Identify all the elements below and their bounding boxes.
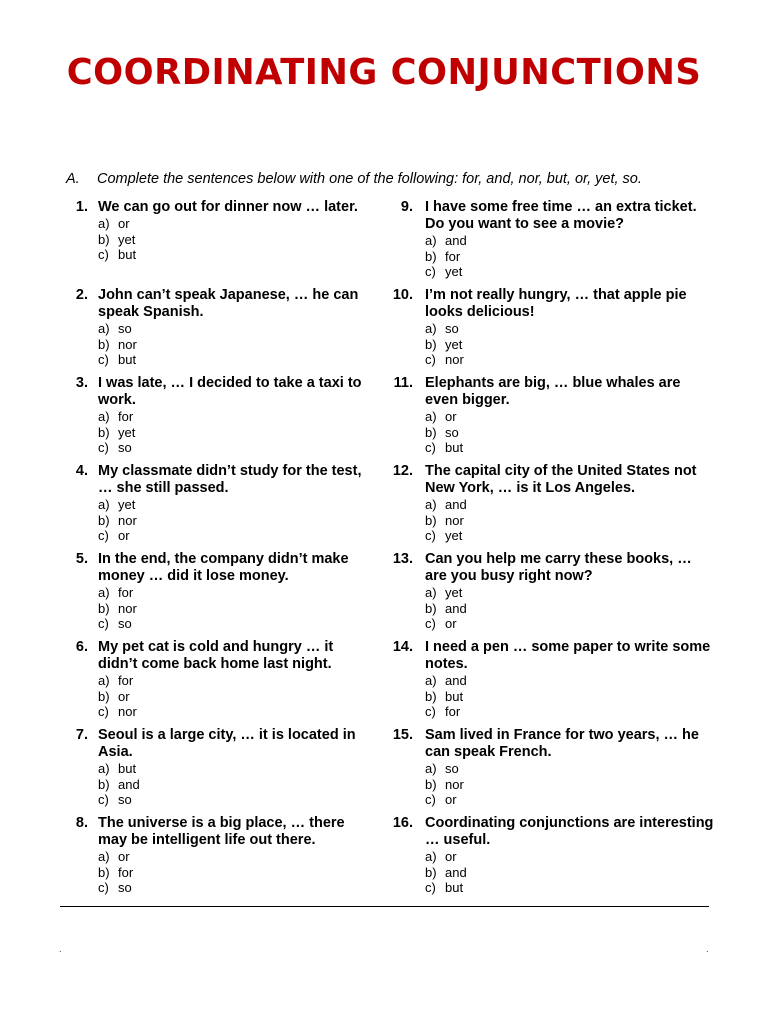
- question-number: 1.: [75, 199, 88, 215]
- option-letter: c): [425, 880, 436, 895]
- answer-option: [425, 585, 715, 601]
- question-number: 16.: [392, 815, 413, 831]
- option-letter: c): [98, 792, 109, 807]
- option-letter: b): [98, 864, 110, 880]
- option-text: so: [445, 761, 459, 776]
- answer-option: [425, 880, 715, 896]
- option-letter: b): [98, 336, 110, 352]
- answer-option: [425, 321, 715, 337]
- question-text: I need a pen … some paper to write some notes.: [425, 639, 711, 672]
- option-text: nor: [118, 704, 137, 719]
- option-letter: a): [425, 321, 437, 336]
- question-item: [385, 551, 715, 639]
- question-body: [425, 551, 715, 632]
- option-letter: a): [425, 409, 437, 424]
- option-letter: c): [425, 264, 436, 279]
- option-text: nor: [118, 336, 137, 352]
- answer-option: [98, 849, 372, 865]
- option-text: so: [118, 880, 132, 895]
- option-letter: a): [425, 585, 437, 600]
- answer-option: [425, 513, 715, 529]
- option-text: or: [445, 792, 457, 807]
- question-body: [98, 551, 372, 632]
- question-body: [425, 727, 715, 808]
- question-body: [425, 287, 715, 368]
- answer-option: [98, 216, 372, 232]
- option-text: so: [445, 321, 459, 336]
- option-letter: b): [425, 336, 437, 352]
- question-item: [385, 815, 715, 903]
- option-letter: a): [98, 585, 110, 600]
- option-letter: a): [98, 216, 110, 231]
- answer-option: [98, 352, 372, 368]
- question-text: I’m not really hungry, … that apple pie looks delicious!: [425, 287, 687, 320]
- option-text: for: [118, 673, 134, 688]
- question-item: [385, 287, 715, 375]
- option-text: yet: [445, 336, 463, 352]
- answer-option: [98, 761, 372, 777]
- option-letter: c): [98, 440, 109, 455]
- question-number: 6.: [75, 639, 88, 655]
- question-text: We can go out for dinner now … later.: [98, 199, 358, 215]
- answer-option: [98, 865, 372, 881]
- option-text: nor: [445, 776, 464, 792]
- answer-option: [98, 616, 372, 632]
- option-letter: c): [98, 616, 109, 631]
- option-letter: b): [98, 776, 110, 792]
- option-letter: c): [98, 880, 109, 895]
- option-text: yet: [118, 231, 136, 247]
- option-text: so: [118, 321, 132, 336]
- option-letter: a): [98, 497, 110, 512]
- question-item: [62, 639, 372, 727]
- footer-mark-left: .: [59, 944, 62, 954]
- answer-option: [98, 232, 372, 248]
- question-number: 15.: [392, 727, 413, 743]
- question-item: [62, 199, 372, 287]
- option-text: for: [445, 248, 461, 264]
- option-text: or: [118, 688, 130, 704]
- option-letter: b): [98, 688, 110, 704]
- question-number: 7.: [75, 727, 88, 743]
- question-body: [425, 639, 715, 720]
- answer-option: [98, 528, 372, 544]
- option-text: and: [118, 776, 140, 792]
- option-letter: b): [425, 424, 437, 440]
- question-item: [62, 815, 372, 903]
- question-text: I have some free time … an extra ticket. Do you want to see a movie?: [425, 199, 697, 232]
- question-text: The universe is a big place, … there may be intelligent life out there.: [98, 815, 345, 848]
- answer-option: [425, 777, 715, 793]
- option-letter: b): [425, 600, 437, 616]
- option-text: and: [445, 233, 467, 248]
- option-letter: c): [425, 528, 436, 543]
- question-number: 9.: [400, 199, 413, 215]
- question-text: Seoul is a large city, … it is located in Asia.: [98, 727, 356, 760]
- question-text: Coordinating conjunctions are interesting … useful.: [425, 815, 714, 848]
- option-letter: b): [425, 776, 437, 792]
- answer-option: [98, 337, 372, 353]
- question-number: 3.: [75, 375, 88, 391]
- answer-option: [98, 425, 372, 441]
- question-number: 5.: [75, 551, 88, 567]
- question-body: [98, 463, 372, 544]
- answer-option: [98, 880, 372, 896]
- answer-option: [425, 440, 715, 456]
- question-column-right: [385, 199, 715, 903]
- option-text: and: [445, 673, 467, 688]
- option-text: and: [445, 864, 467, 880]
- option-text: or: [118, 849, 130, 864]
- question-item: [385, 727, 715, 815]
- option-letter: b): [425, 688, 437, 704]
- option-letter: a): [425, 233, 437, 248]
- answer-option: [98, 513, 372, 529]
- question-item: [385, 463, 715, 551]
- question-body: [98, 375, 372, 456]
- option-text: so: [118, 792, 132, 807]
- answer-option: [425, 337, 715, 353]
- question-item: [62, 551, 372, 639]
- question-body: [98, 287, 372, 368]
- answer-option: [98, 792, 372, 808]
- question-text: John can’t speak Japanese, … he can speak Spanish.: [98, 287, 359, 320]
- answer-option: [98, 497, 372, 513]
- option-text: or: [445, 409, 457, 424]
- option-letter: a): [98, 321, 110, 336]
- option-text: so: [445, 424, 459, 440]
- answer-option: [98, 409, 372, 425]
- option-text: so: [118, 440, 132, 455]
- option-letter: c): [425, 616, 436, 631]
- question-text: I was late, … I decided to take a taxi to work.: [98, 375, 362, 408]
- question-body: [98, 815, 372, 896]
- option-letter: c): [98, 247, 109, 262]
- answer-option: [98, 585, 372, 601]
- option-letter: b): [98, 512, 110, 528]
- question-item: [62, 375, 372, 463]
- answer-option: [425, 792, 715, 808]
- answer-option: [98, 689, 372, 705]
- option-text: nor: [118, 600, 137, 616]
- option-letter: c): [425, 704, 436, 719]
- option-text: but: [118, 352, 137, 367]
- option-text: for: [445, 704, 461, 719]
- option-letter: c): [98, 704, 109, 719]
- answer-option: [425, 352, 715, 368]
- footer-mark-right: .: [706, 944, 709, 954]
- answer-option: [425, 249, 715, 265]
- answer-option: [425, 528, 715, 544]
- option-text: but: [118, 247, 137, 262]
- question-number: 13.: [392, 551, 413, 567]
- question-text: In the end, the company didn’t make money … did it lose money.: [98, 551, 349, 584]
- option-text: nor: [118, 512, 137, 528]
- option-text: so: [118, 616, 132, 631]
- option-letter: a): [98, 849, 110, 864]
- option-letter: b): [425, 248, 437, 264]
- option-text: but: [445, 688, 464, 704]
- question-number: 10.: [392, 287, 413, 303]
- option-letter: b): [425, 864, 437, 880]
- option-text: or: [445, 849, 457, 864]
- question-body: [98, 727, 372, 808]
- question-item: [385, 639, 715, 727]
- option-text: and: [445, 497, 467, 512]
- answer-option: [425, 689, 715, 705]
- answer-option: [425, 409, 715, 425]
- question-item: [385, 375, 715, 463]
- question-number: 8.: [75, 815, 88, 831]
- question-text: Elephants are big, … blue whales are even bigger.: [425, 375, 681, 408]
- option-letter: c): [425, 792, 436, 807]
- answer-option: [425, 497, 715, 513]
- option-text: for: [118, 585, 134, 600]
- option-text: yet: [118, 424, 136, 440]
- question-text: Can you help me carry these books, … are you busy right now?: [425, 551, 692, 584]
- instruction-line: [66, 171, 642, 187]
- question-body: [425, 815, 715, 896]
- option-text: but: [118, 761, 137, 776]
- answer-option: [98, 247, 372, 263]
- question-item: [62, 287, 372, 375]
- option-letter: b): [98, 231, 110, 247]
- footer-divider: [60, 906, 709, 907]
- option-text: yet: [445, 585, 463, 600]
- question-body: [98, 199, 372, 263]
- question-number: 2.: [75, 287, 88, 303]
- option-letter: a): [425, 673, 437, 688]
- option-letter: c): [98, 528, 109, 543]
- option-text: nor: [445, 512, 464, 528]
- option-letter: b): [98, 424, 110, 440]
- option-text: or: [118, 216, 130, 231]
- question-item: [385, 199, 715, 287]
- option-text: nor: [445, 352, 464, 367]
- option-letter: c): [425, 352, 436, 367]
- question-item: [62, 727, 372, 815]
- option-letter: c): [98, 352, 109, 367]
- option-text: for: [118, 409, 134, 424]
- question-body: [425, 375, 715, 456]
- answer-option: [425, 264, 715, 280]
- answer-option: [425, 865, 715, 881]
- answer-option: [425, 425, 715, 441]
- option-text: yet: [118, 497, 136, 512]
- instruction-text: Complete the sentences below with one of the following: for, and, nor, but, or, yet, so.: [97, 171, 642, 187]
- question-number: 12.: [392, 463, 413, 479]
- option-text: but: [445, 880, 464, 895]
- option-letter: a): [425, 761, 437, 776]
- answer-option: [425, 601, 715, 617]
- answer-option: [425, 849, 715, 865]
- answer-option: [425, 704, 715, 720]
- section-letter: A.: [66, 171, 80, 187]
- question-body: [425, 199, 715, 280]
- option-letter: b): [98, 600, 110, 616]
- option-letter: a): [425, 497, 437, 512]
- question-number: 4.: [75, 463, 88, 479]
- answer-option: [425, 673, 715, 689]
- option-text: but: [445, 440, 464, 455]
- question-text: My pet cat is cold and hungry … it didn’t come back home last night.: [98, 639, 334, 672]
- question-body: [98, 639, 372, 720]
- option-text: yet: [445, 528, 463, 543]
- option-text: yet: [445, 264, 463, 279]
- answer-option: [98, 673, 372, 689]
- question-text: The capital city of the United States not New York, … is it Los Angeles.: [425, 463, 697, 496]
- answer-option: [98, 777, 372, 793]
- question-column-left: [62, 199, 372, 903]
- question-item: [62, 463, 372, 551]
- option-text: for: [118, 864, 134, 880]
- worksheet-title: COORDINATING CONJUNCTIONS: [66, 52, 702, 93]
- option-letter: a): [425, 849, 437, 864]
- question-text: Sam lived in France for two years, … he can speak French.: [425, 727, 699, 760]
- option-letter: a): [98, 673, 110, 688]
- option-letter: c): [425, 440, 436, 455]
- answer-option: [98, 321, 372, 337]
- answer-option: [425, 761, 715, 777]
- answer-option: [425, 233, 715, 249]
- option-text: or: [118, 528, 130, 543]
- question-number: 14.: [392, 639, 413, 655]
- answer-option: [98, 601, 372, 617]
- option-text: and: [445, 600, 467, 616]
- option-letter: a): [98, 761, 110, 776]
- question-text: My classmate didn’t study for the test, … she still passed.: [98, 463, 362, 496]
- answer-option: [425, 616, 715, 632]
- option-letter: b): [425, 512, 437, 528]
- option-letter: a): [98, 409, 110, 424]
- question-number: 11.: [393, 375, 413, 391]
- answer-option: [98, 440, 372, 456]
- question-body: [425, 463, 715, 544]
- option-text: or: [445, 616, 457, 631]
- answer-option: [98, 704, 372, 720]
